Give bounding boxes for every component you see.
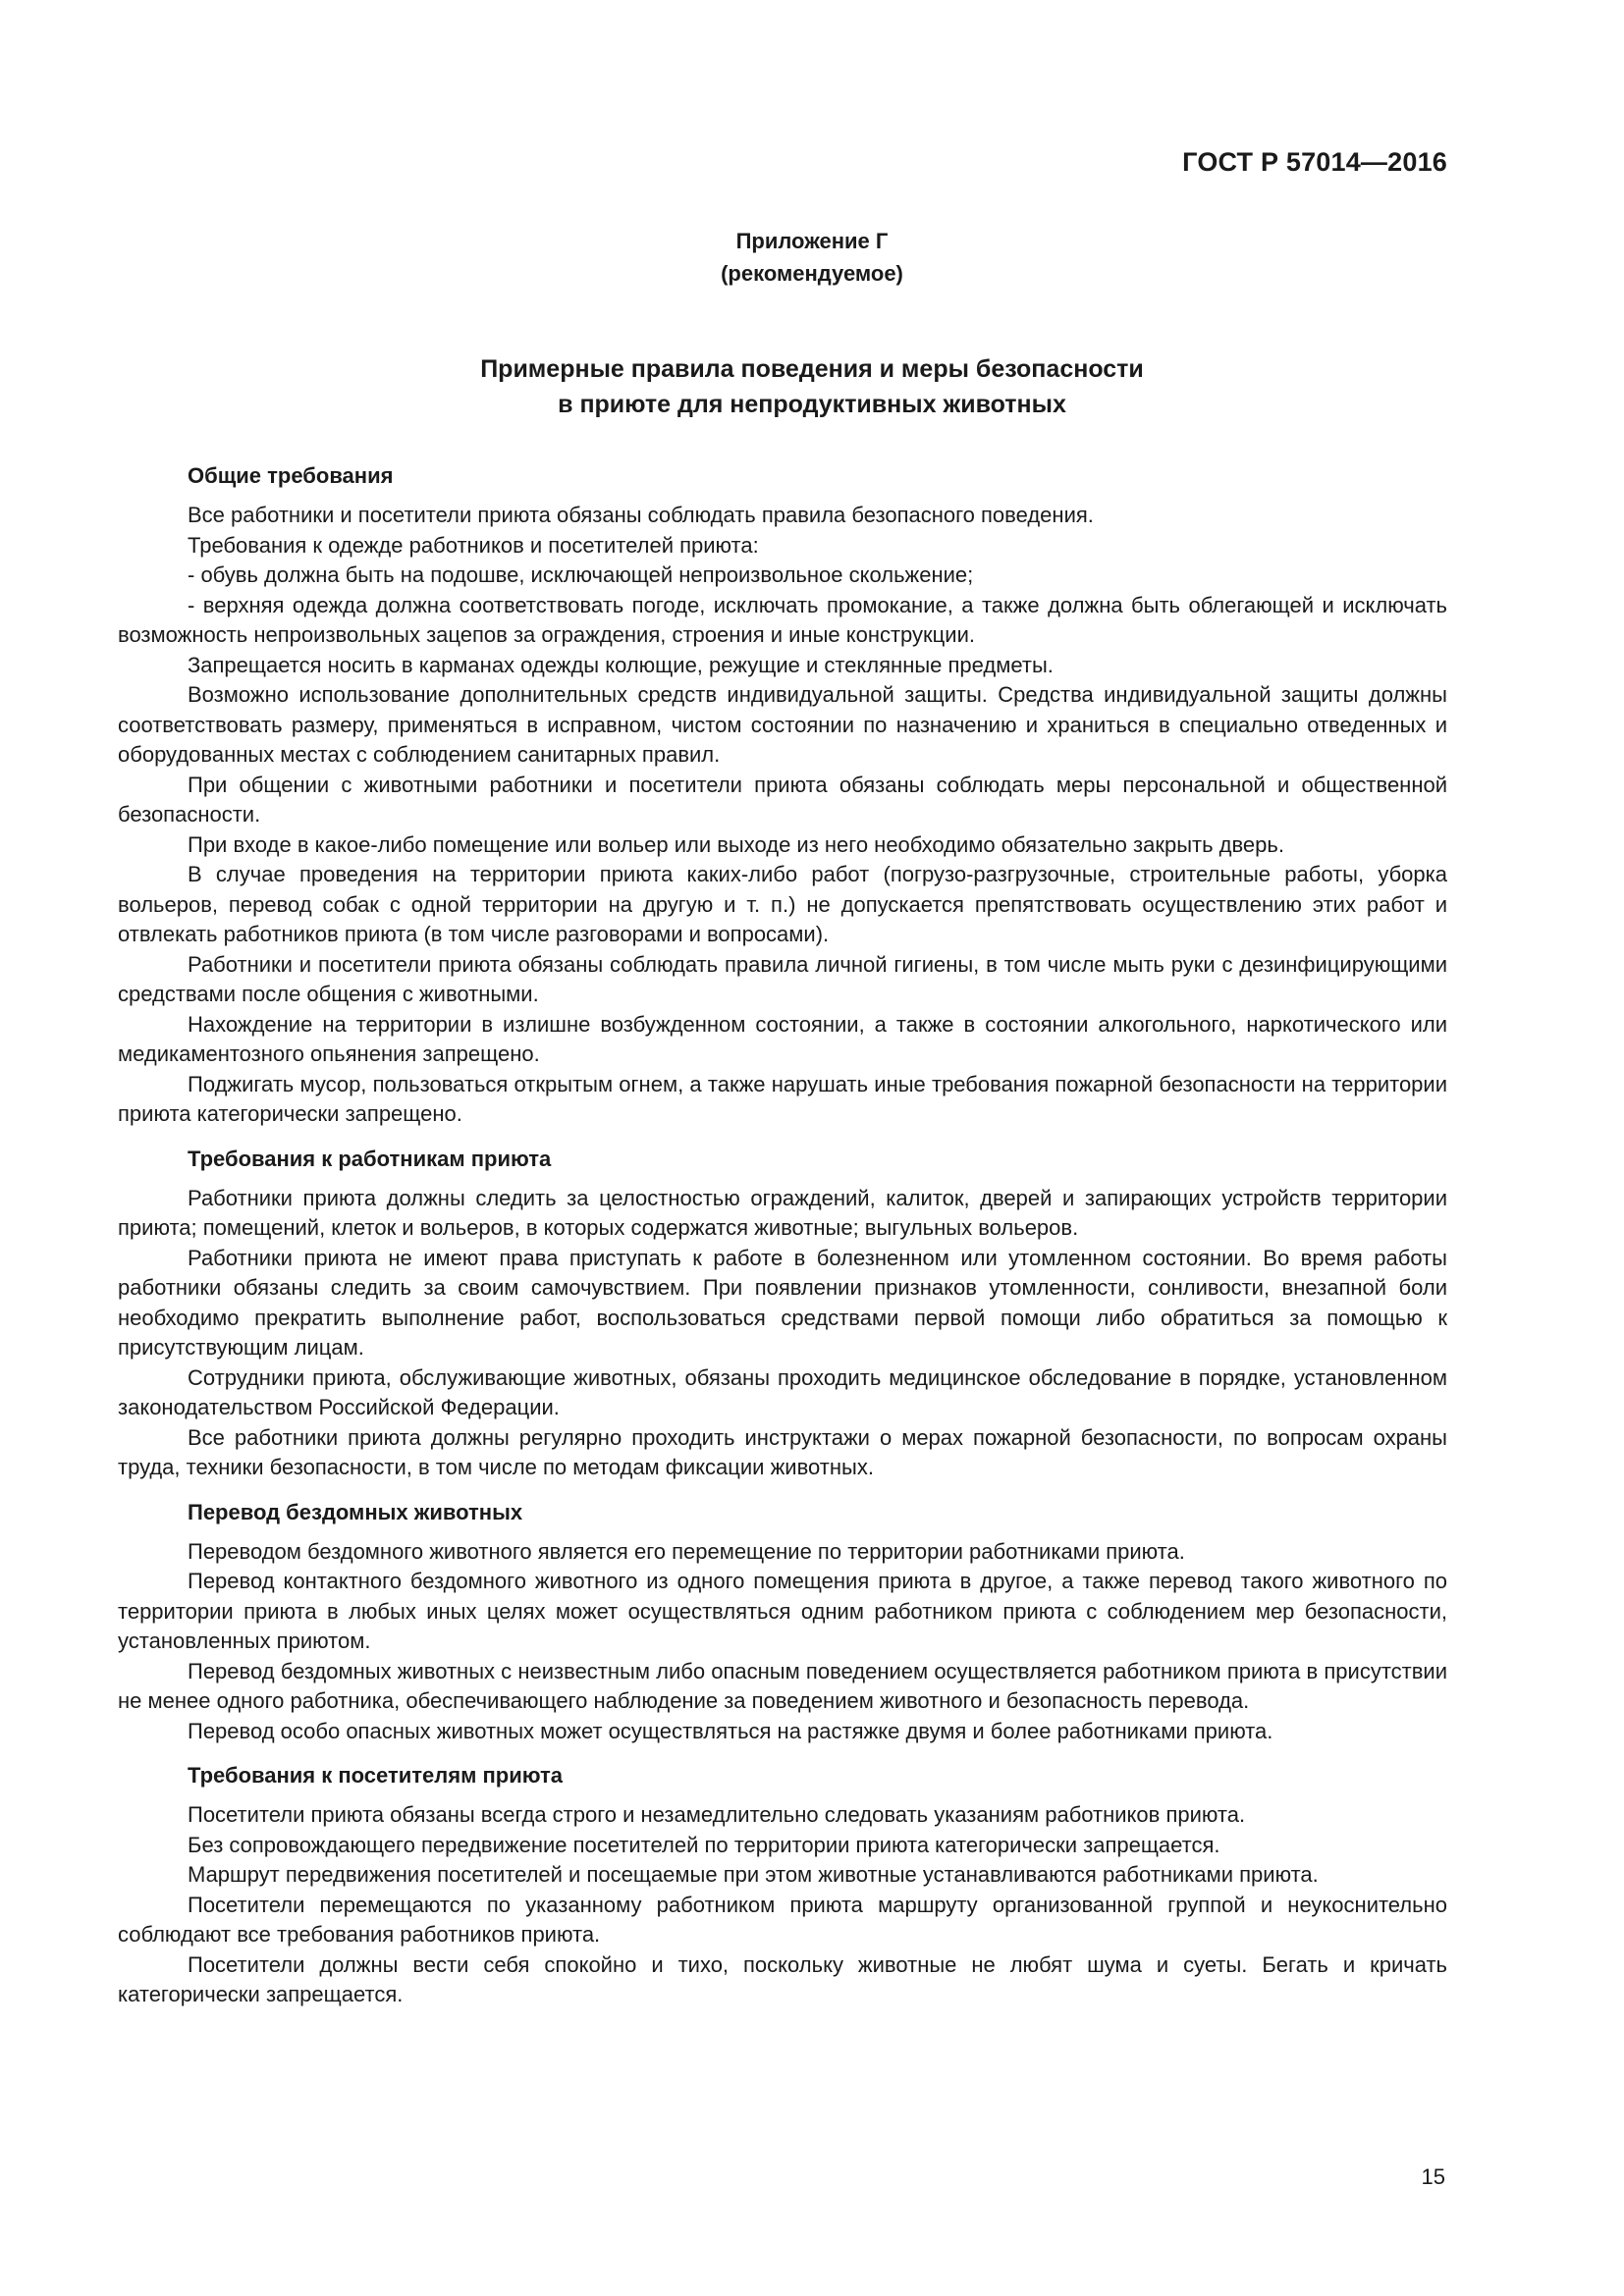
paragraph: Маршрут передвижения посетителей и посещаемые при этом животные устанавливаются работниками приюта. [188,1862,1319,1887]
paragraph: Сотрудники приюта, обслуживающие животных, обязаны проходить медицинское обследование в порядке, установленном законодательством Российской Федерации. [118,1364,1447,1419]
paragraph: Возможно использование дополнительных средств индивидуальной защиты. Средства индивидуальной защиты должны соответствовать размеру, применяться в исправном, чистом состоянии по назначению и храниться в специально отведенных и оборудованных местах с соблюдением санитарных правил. [118,682,1447,767]
paragraph: Требования к одежде работников и посетителей приюта: [188,532,759,558]
paragraph: При общении с животными работники и посетители приюта обязаны соблюдать меры персональной и общественной безопасности. [118,772,1447,827]
paragraph: Поджигать мусор, пользоваться открытым огнем, а также нарушать иные требования пожарной безопасности на территории приюта категорически запрещено. [118,1071,1447,1126]
section-visitor-requirements [118,1761,1447,2010]
paragraph: Посетители перемещаются по указанному работником приюта маршруту организованной группой и неукоснительно соблюдают все требования работников приюта. [118,1892,1447,1947]
document-body [118,461,1447,2010]
section-animal-transfer [118,1498,1447,1747]
paragraph: Работники и посетители приюта обязаны соблюдать правила личной гигиены, в том числе мыть руки с дезинфицирующими средствами после общения с животными. [118,951,1447,1006]
section-title: Перевод бездомных животных [188,1499,523,1524]
paragraph: Посетители приюта обязаны всегда строго и незамедлительно следовать указаниям работников приюта. [188,1802,1246,1827]
paragraph: Нахождение на территории в излишне возбужденном состоянии, а также в состоянии алкогольного, наркотического или медикаментозного опьянения запрещено. [118,1011,1447,1066]
paragraph: Все работники приюта должны регулярно проходить инструктажи о мерах пожарной безопасности, по вопросам охраны труда, техники безопасности, в том числе по методам фиксации животных. [118,1424,1447,1479]
paragraph: Работники приюта должны следить за целостностью ограждений, калиток, дверей и запирающих устройств территории приюта; помещений, клеток и вольеров, в которых содержатся животные; выгульных вольеров. [118,1185,1447,1240]
appendix-status: (рекомендуемое) [721,261,903,286]
paragraph: Все работники и посетители приюта обязаны соблюдать правила безопасного поведения. [188,503,1094,527]
list-item: - обувь должна быть на подошве, исключающей непроизвольное скольжение; [188,562,974,587]
paragraph: Перевод бездомных животных с неизвестным либо опасным поведением осуществляется работником приюта в присутствии не менее одного работника, обеспечивающего наблюдение за поведением животного и безопасность перевода. [118,1658,1447,1713]
document-title [0,351,1624,422]
paragraph: В случае проведения на территории приюта каких-либо работ (погрузо-разгрузочные, строительные работы, уборка вольеров, перевод собак с одной территории на другую и т. п.) не допускается препятствовать осуществлению этих работ и отвлекать работников приюта (в том числе разговорами и вопросами). [118,862,1447,946]
section-title: Общие требования [188,463,394,488]
section-title: Требования к посетителям приюта [188,1763,563,1788]
paragraph: Без сопровождающего передвижение посетителей по территории приюта категорически запрещается. [188,1832,1220,1857]
title-line-2: в приюте для непродуктивных животных [558,391,1066,418]
appendix-heading [0,225,1624,290]
paragraph: Запрещается носить в карманах одежды колющие, режущие и стеклянные предметы. [188,652,1054,677]
paragraph: Перевод контактного бездомного животного из одного помещения приюта в другое, а также перевод такого животного по территории приюта в любых иных целях может осуществляться одним работником приюта с соблюдением мер безопасности, установленных приютом. [118,1569,1447,1653]
title-line-1: Примерные правила поведения и меры безопасности [480,355,1144,383]
section-staff-requirements [118,1145,1447,1483]
section-title: Требования к работникам приюта [188,1146,552,1171]
paragraph: Посетители должны вести себя спокойно и тихо, поскольку животные не любят шума и суеты. Бегать и кричать категорически запрещается. [118,1951,1447,2006]
standard-code: ГОСТ Р 57014—2016 [1182,147,1447,177]
paragraph: Переводом бездомного животного является его перемещение по территории работниками приюта. [188,1538,1185,1564]
appendix-label: Приложение Г [735,229,889,253]
paragraph: При входе в какое-либо помещение или вольер или выходе из него необходимо обязательно закрыть дверь. [188,831,1284,857]
page-number: 15 [1421,2164,1445,2189]
list-item: - верхняя одежда должна соответствовать погоде, исключать промокание, а также должна быть облегающей и исключать возможность непроизвольных зацепов за ограждения, строения и иные конструкции. [118,592,1447,647]
section-general-requirements [118,461,1447,1130]
paragraph: Работники приюта не имеют права приступать к работе в болезненном или утомленном состоянии. Во время работы работники обязаны следить за своим самочувствием. При появлении признаков утомленности, сонливости, внезапной боли необходимо прекратить выполнение работ, воспользоваться средствами первой помощи либо обратиться за помощью к присутствующим лицам. [118,1245,1447,1360]
paragraph: Перевод особо опасных животных может осуществляться на растяжке двумя и более работниками приюта. [188,1718,1273,1743]
